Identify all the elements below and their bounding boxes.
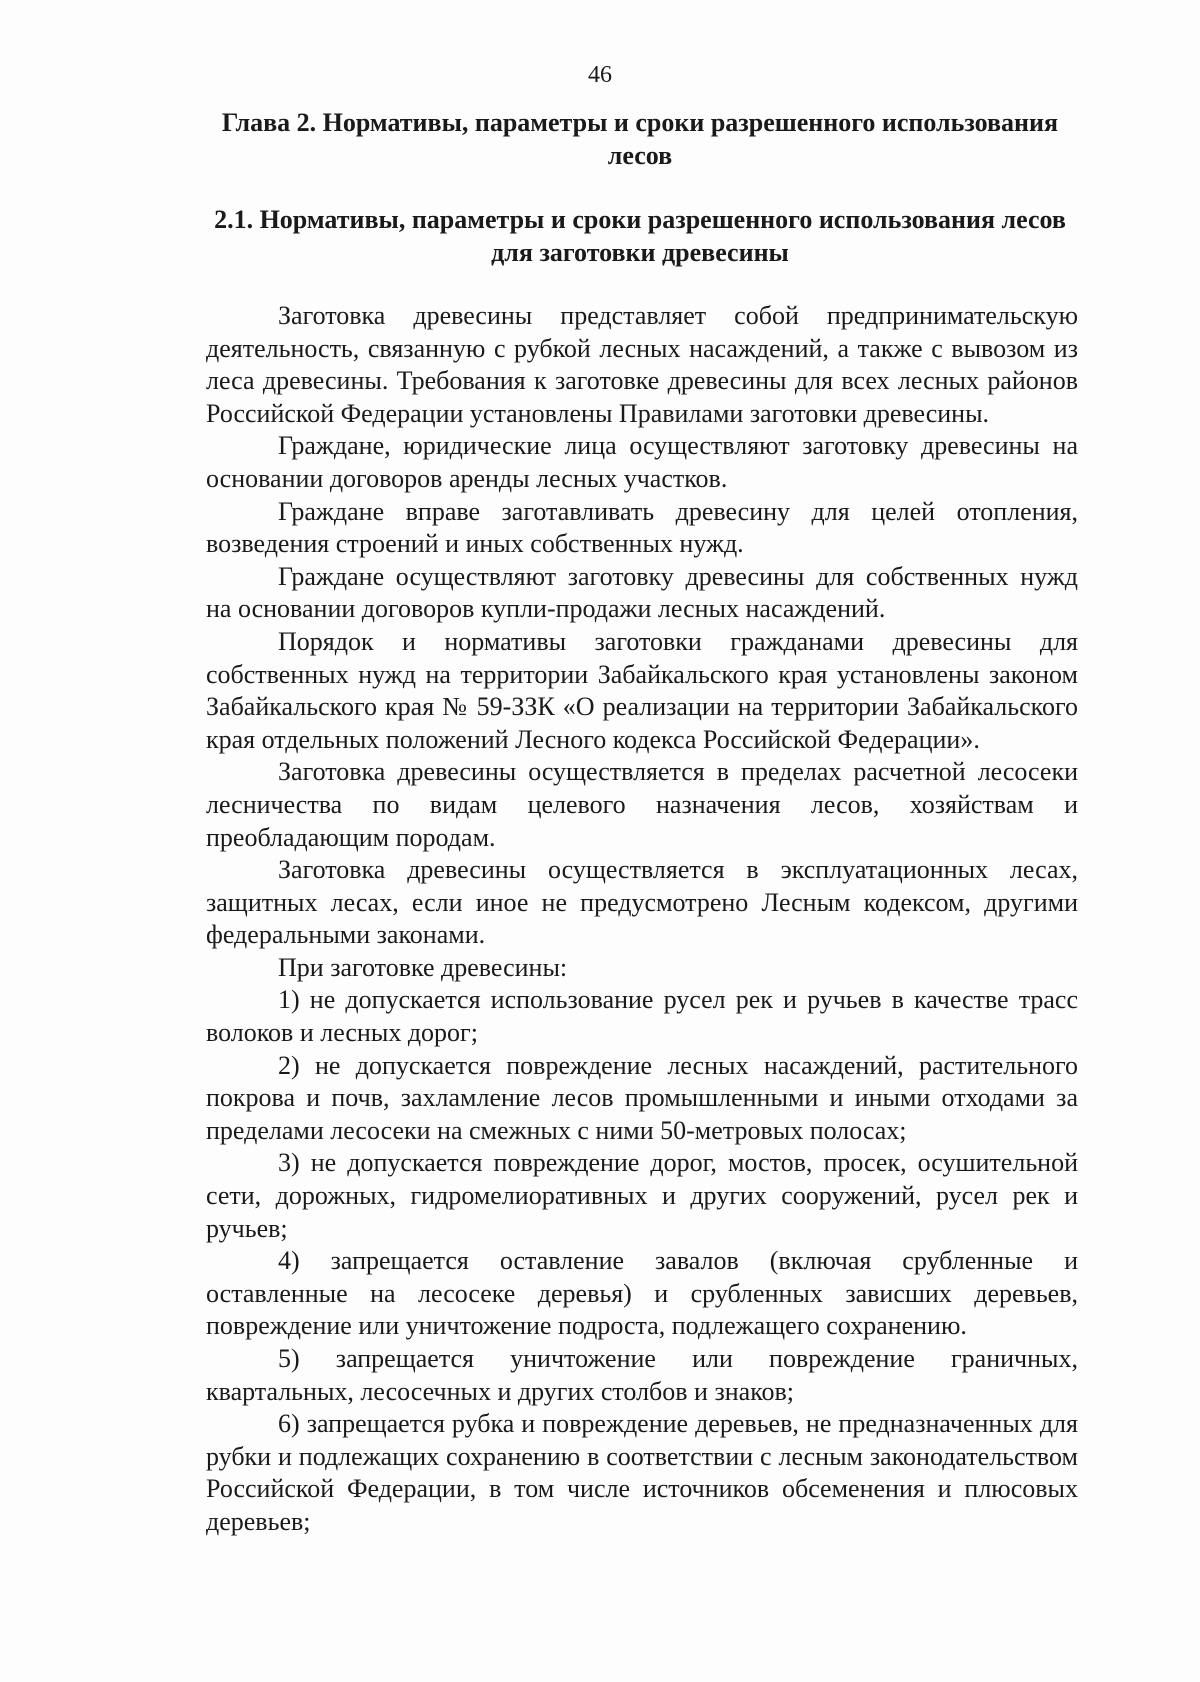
list-item: 2) не допускается повреждение лесных насаждений, растительного покрова и почв, захламление лесов промышленными и иными отходами за пределами лесосеки на смежных с ними 50-метровых полосах; <box>206 1050 1078 1145</box>
list-item: 3) не допускается повреждение дорог, мостов, просек, осушительной сети, дорожных, гидромелиоративных и других сооружений, русел рек и ручьев; <box>206 1148 1078 1243</box>
list-item: 5) запрещается уничтожение или повреждение граничных, квартальных, лесосечных и других столбов и знаков; <box>206 1344 1078 1406</box>
list-intro: При заготовке древесины: <box>278 952 568 982</box>
section-title: 2.1. Нормативы, параметры и сроки разрешенного использования лесов для заготовки древесины <box>214 205 1066 267</box>
paragraph: Граждане осуществляют заготовку древесины для собственных нужд на основании договоров купли-продажи лесных насаждений. <box>206 561 1078 624</box>
paragraph: Граждане, юридические лица осуществляют заготовку древесины на основании договоров аренды лесных участков. <box>206 431 1078 493</box>
paragraph: Заготовка древесины представляет собой предпринимательскую деятельность, связанную с рубкой лесных насаждений, а также с вывозом из леса древесины. Требования к заготовке древесины для всех лесных районов Российской Федерации установлены Правилами заготовки древесины. <box>206 301 1078 428</box>
paragraph: Заготовка древесины осуществляется в пределах расчетной лесосеки лесничества по видам целевого назначения лесов, хозяйствам и преобладающим породам. <box>206 757 1078 852</box>
list-item: 4) запрещается оставление завалов (включая срубленные и оставленные на лесосеке деревья) и срубленных зависших деревьев, повреждение или уничтожение подроста, подлежащего сохранению. <box>206 1246 1078 1341</box>
paragraph: Заготовка древесины осуществляется в эксплуатационных лесах, защитных лесах, если иное не предусмотрено Лесным кодексом, другими федеральными законами. <box>206 855 1078 950</box>
chapter-title: Глава 2. Нормативы, параметры и сроки разрешенного использования лесов <box>221 108 1059 170</box>
paragraph: Порядок и нормативы заготовки гражданами древесины для собственных нужд на территории Забайкальского края установлены законом Забайкальского края № 59-ЗЗК «О реализации на территории Забайкальского края отдельных положений Лесного кодекса Российской Федерации». <box>206 626 1078 754</box>
body-text <box>206 300 1078 1539</box>
paragraph: Граждане вправе заготавливать древесину для целей отопления, возведения строений и иных собственных нужд. <box>206 496 1078 559</box>
list-item: 1) не допускается использование русел рек и ручьев в качестве трасс волоков и лесных дорог; <box>206 985 1078 1048</box>
list-item: 6) запрещается рубка и повреждение деревьев, не предназначенных для рубки и подлежащих сохранению в соответствии с лесным законодательством Российской Федерации, в том числе источников обсеменения и плюсовых деревьев; <box>206 1409 1078 1536</box>
page-number: 46 <box>588 62 612 88</box>
